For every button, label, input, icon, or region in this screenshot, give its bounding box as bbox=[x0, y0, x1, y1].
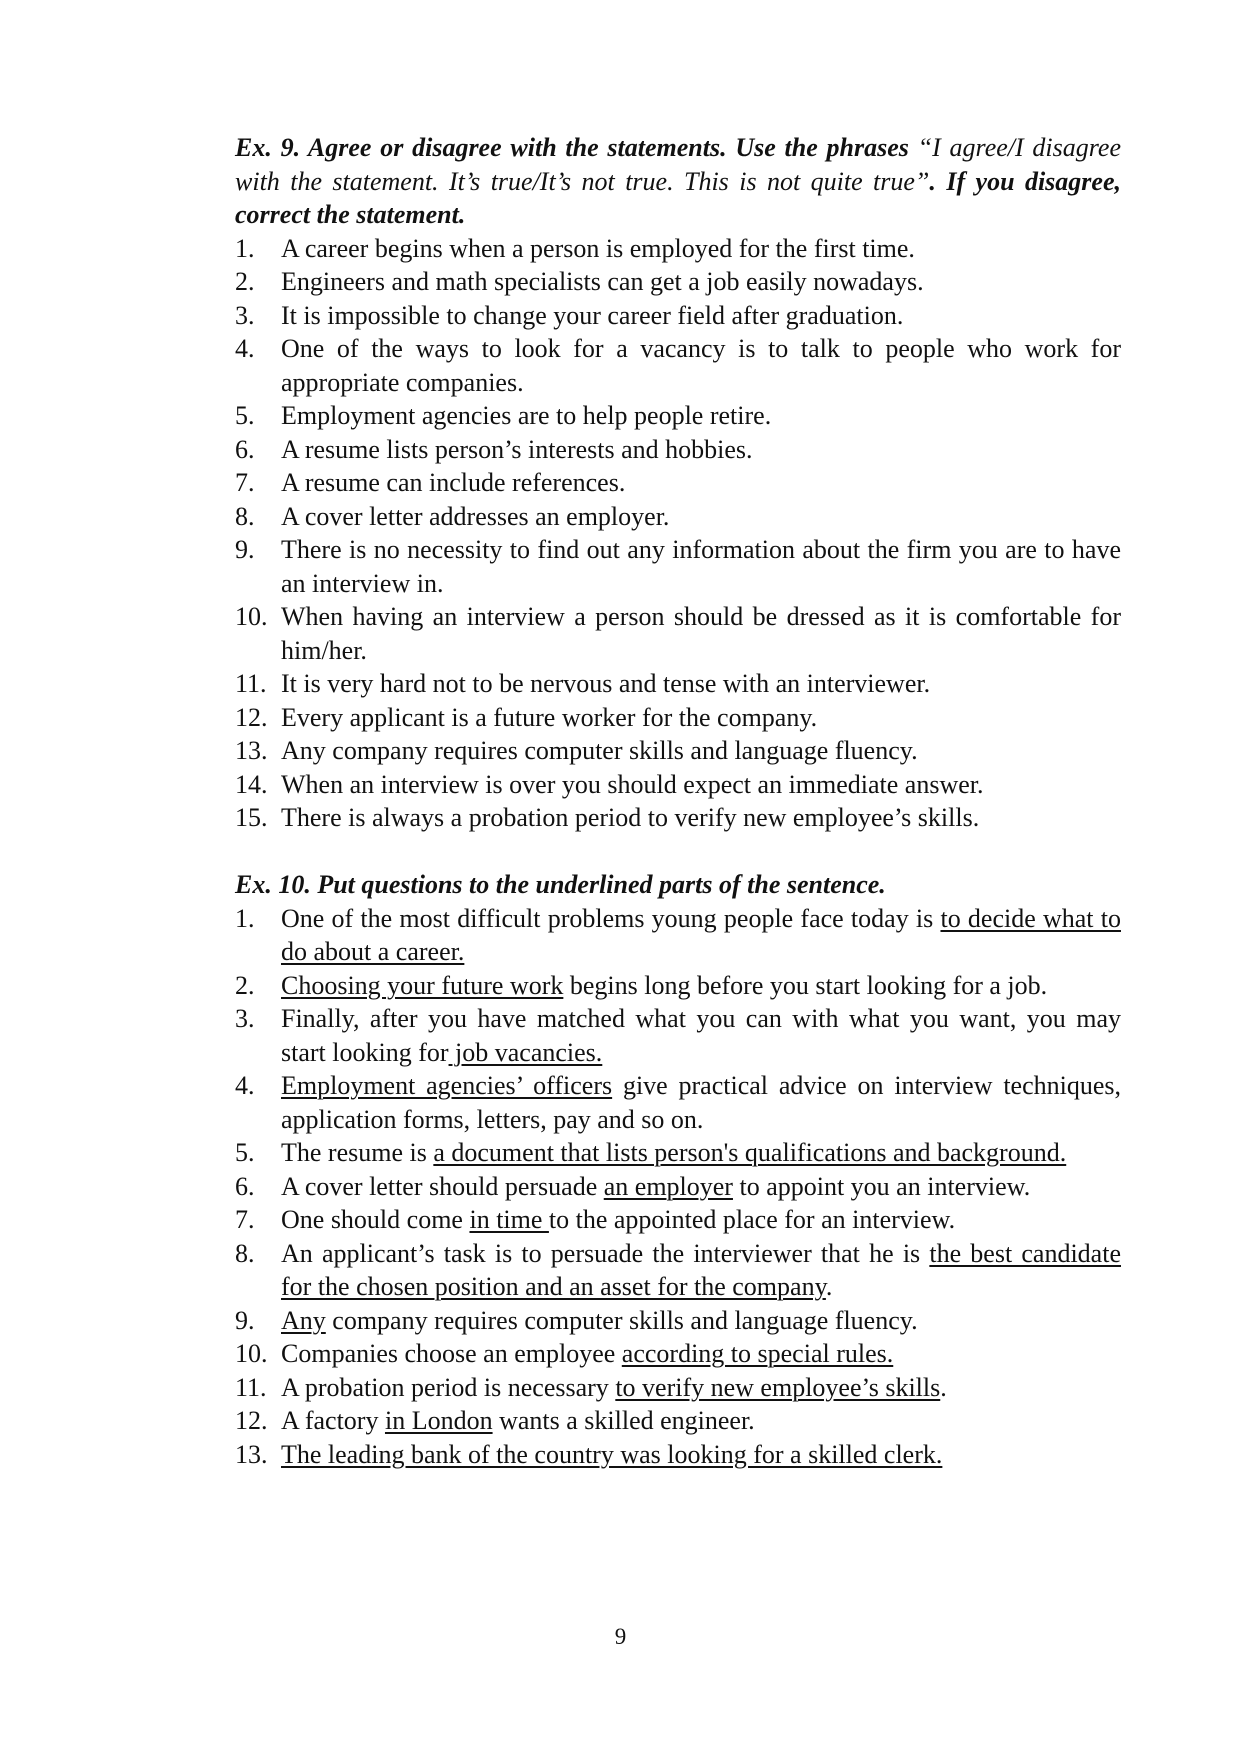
underlined-text: job vacancies. bbox=[448, 1037, 603, 1067]
list-item bbox=[235, 1304, 1121, 1338]
item-number: 7. bbox=[235, 1205, 255, 1234]
list-item bbox=[235, 1371, 1121, 1405]
item-number: 11. bbox=[235, 669, 267, 698]
underlined-text: Any bbox=[281, 1305, 326, 1335]
item-number: 12. bbox=[235, 1406, 268, 1435]
item-text: One should come bbox=[281, 1205, 470, 1234]
item-number: 2. bbox=[235, 970, 255, 1000]
item-text: A cover letter addresses an employer. bbox=[281, 501, 670, 531]
underlined-text: Employment agencies’ officers bbox=[281, 1071, 613, 1100]
item-text: A cover letter should persuade bbox=[281, 1171, 604, 1201]
list-item bbox=[235, 600, 1121, 667]
spacer bbox=[235, 835, 1121, 869]
underlined-text: Choosing your future work bbox=[281, 970, 564, 1000]
item-text: . bbox=[825, 1272, 833, 1301]
exercise-10-sentences bbox=[235, 902, 1121, 1472]
item-text: One of the most difficult problems young people face today is bbox=[281, 903, 941, 933]
heading-text: Ex. 10. Put questions to the underlined parts of the sentence. bbox=[235, 870, 886, 899]
item-text: Employment agencies are to help people retire. bbox=[281, 401, 772, 430]
item-number: 6. bbox=[235, 434, 255, 464]
item-number: 5. bbox=[235, 1138, 255, 1167]
item-text: It is very hard not to be nervous and tense with an interviewer. bbox=[281, 669, 931, 698]
list-item bbox=[235, 1136, 1121, 1170]
item-text: Every applicant is a future worker for the company. bbox=[281, 702, 818, 732]
item-number: 10. bbox=[235, 602, 268, 631]
list-item bbox=[235, 768, 1121, 802]
list-item bbox=[235, 969, 1121, 1003]
item-text: company requires computer skills and language fluency. bbox=[325, 1305, 918, 1335]
underlined-text: according to special rules. bbox=[621, 1339, 894, 1368]
item-number: 11. bbox=[235, 1372, 267, 1402]
item-text: It is impossible to change your career field after graduation. bbox=[281, 300, 904, 330]
list-item bbox=[235, 1237, 1121, 1304]
item-number: 1. bbox=[235, 233, 255, 263]
list-item bbox=[235, 701, 1121, 735]
list-item bbox=[235, 533, 1121, 600]
item-text: Engineers and math specialists can get a job easily nowadays. bbox=[281, 267, 924, 296]
item-number: 9. bbox=[235, 535, 255, 564]
list-item bbox=[235, 399, 1121, 433]
underlined-text: the best candidate for the chosen position and an asset for the company bbox=[281, 1238, 1121, 1301]
list-item bbox=[235, 232, 1121, 266]
item-text: to appoint you an interview. bbox=[732, 1171, 1031, 1201]
item-text: give practical advice on interview techniques, application forms, letters, pay and so on. bbox=[281, 1071, 1122, 1134]
list-item bbox=[235, 801, 1121, 835]
item-text: A career begins when a person is employed for the first time. bbox=[281, 233, 915, 263]
underlined-text: in London bbox=[384, 1406, 493, 1435]
list-item bbox=[235, 1337, 1121, 1371]
list-item bbox=[235, 1002, 1121, 1069]
underlined-text: an employer bbox=[603, 1171, 733, 1201]
item-text: A probation period is necessary bbox=[281, 1372, 616, 1402]
list-item bbox=[235, 1069, 1121, 1136]
document-page bbox=[235, 131, 1121, 1471]
item-number: 12. bbox=[235, 702, 268, 732]
list-item bbox=[235, 1203, 1121, 1237]
item-number: 3. bbox=[235, 1004, 255, 1033]
underlined-text: to decide what to do about a career. bbox=[281, 903, 1121, 966]
item-text: to the appointed place for an interview. bbox=[548, 1205, 956, 1234]
list-item bbox=[235, 500, 1121, 534]
item-number: 2. bbox=[235, 267, 255, 296]
underlined-text: in time bbox=[469, 1205, 549, 1234]
item-text: One of the ways to look for a vacancy is to talk to people who work for appropriate companies. bbox=[281, 334, 1121, 397]
item-number: 8. bbox=[235, 501, 255, 531]
exercise-9-statements bbox=[235, 232, 1121, 835]
item-number: 7. bbox=[235, 468, 255, 497]
item-number: 15. bbox=[235, 803, 268, 832]
item-text: An applicant’s task is to persuade the interviewer that he is bbox=[281, 1238, 930, 1268]
list-item bbox=[235, 1438, 1121, 1472]
list-item bbox=[235, 466, 1121, 500]
item-text: The resume is bbox=[281, 1138, 434, 1167]
item-text: . bbox=[940, 1372, 947, 1402]
item-number: 1. bbox=[235, 903, 255, 933]
item-text: Companies choose an employee bbox=[281, 1339, 622, 1368]
item-number: 13. bbox=[235, 736, 268, 765]
exercise-9-heading bbox=[235, 131, 1121, 232]
item-number: 6. bbox=[235, 1171, 255, 1201]
list-item bbox=[235, 1170, 1121, 1204]
item-text: A resume lists person’s interests and hobbies. bbox=[281, 434, 753, 464]
item-number: 8. bbox=[235, 1238, 255, 1268]
list-item bbox=[235, 332, 1121, 399]
list-item bbox=[235, 667, 1121, 701]
quoted-phrases: “I agree/I disagree with the statement. It’s true/It’s not true. This is not quite true” bbox=[235, 133, 1121, 196]
item-text: Finally, after you have matched what you can with what you want, you may start looking for bbox=[281, 1004, 1121, 1067]
item-text: Any company requires computer skills and language fluency. bbox=[281, 736, 918, 765]
list-item bbox=[235, 902, 1121, 969]
underlined-text: to verify new employee’s skills bbox=[615, 1372, 941, 1402]
item-text: There is no necessity to find out any information about the firm you are to have an interview in. bbox=[281, 535, 1121, 598]
item-text: A resume can include references. bbox=[281, 468, 626, 497]
item-text: There is always a probation period to verify new employee’s skills. bbox=[281, 803, 980, 832]
item-number: 9. bbox=[235, 1305, 255, 1335]
list-item bbox=[235, 299, 1121, 333]
heading-text: . If you disagree, correct the statement. bbox=[235, 166, 1121, 229]
item-number: 3. bbox=[235, 300, 255, 330]
item-number: 10. bbox=[235, 1339, 268, 1368]
item-text: begins long before you start looking for a job. bbox=[563, 970, 1048, 1000]
item-text: When an interview is over you should expect an immediate answer. bbox=[281, 769, 984, 799]
list-item bbox=[235, 265, 1121, 299]
list-item bbox=[235, 433, 1121, 467]
exercise-10-heading bbox=[235, 868, 1121, 902]
item-text: A factory bbox=[281, 1406, 385, 1435]
list-item bbox=[235, 1404, 1121, 1438]
item-number: 13. bbox=[235, 1439, 268, 1469]
item-number: 4. bbox=[235, 1071, 255, 1100]
underlined-text: a document that lists person's qualifications and background. bbox=[433, 1138, 1067, 1167]
heading-text: Ex. 9. Agree or disagree with the statements. Use the phrases bbox=[235, 133, 918, 162]
item-number: 5. bbox=[235, 401, 255, 430]
page-number: 9 bbox=[614, 1624, 627, 1649]
item-text: When having an interview a person should be dressed as it is comfortable for him/her. bbox=[281, 602, 1121, 665]
list-item bbox=[235, 734, 1121, 768]
item-number: 14. bbox=[235, 769, 268, 799]
item-text: wants a skilled engineer. bbox=[492, 1406, 755, 1435]
underlined-text: The leading bank of the country was looking for a skilled clerk. bbox=[281, 1439, 943, 1469]
item-number: 4. bbox=[235, 334, 255, 363]
